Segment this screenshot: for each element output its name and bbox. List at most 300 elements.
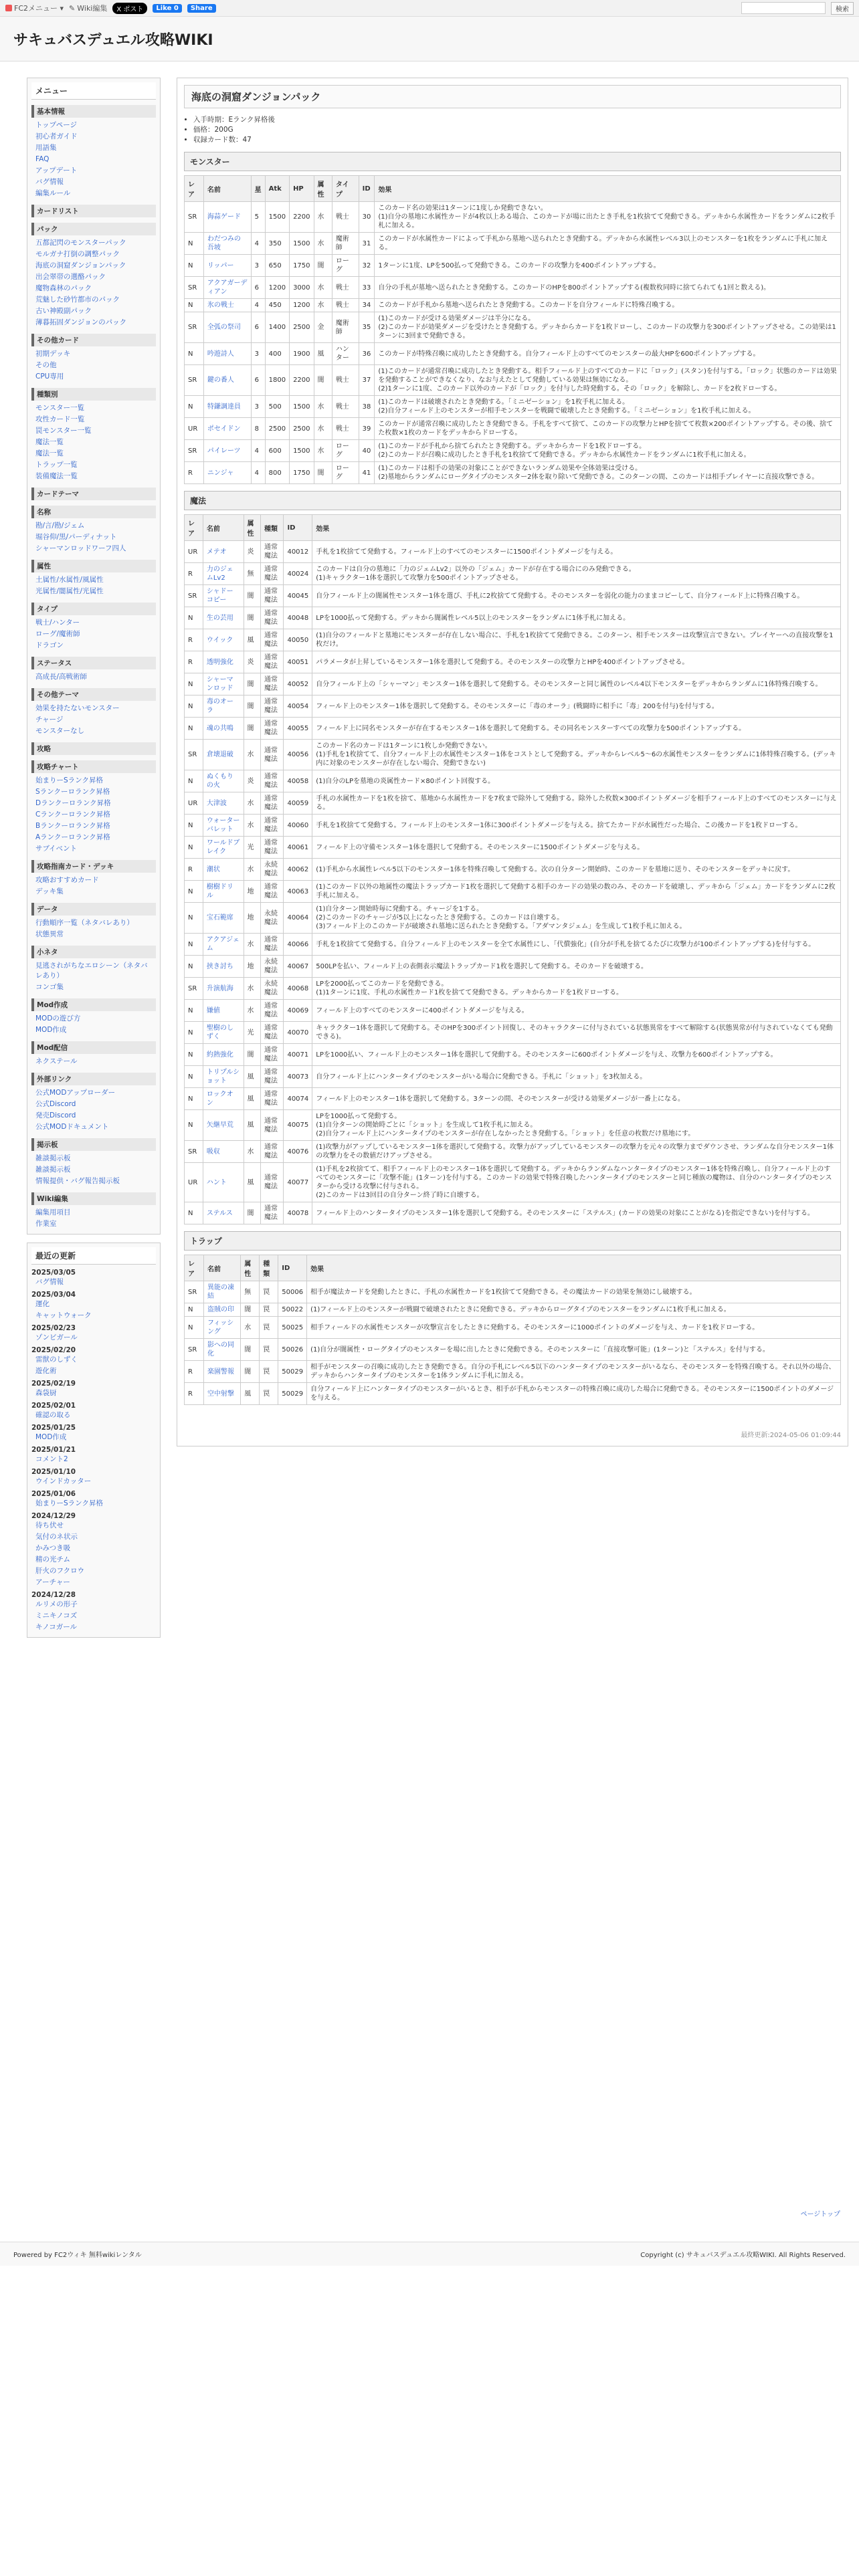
card-name-cell [203, 312, 251, 343]
effect-cell: LPを1000払って発動する。 (1)自分ターンの開始時ごとに「ショット」を生成して1枚手札に加える。 (2)自分フィールド上にハンタータイプのモンスターが存在しなかったとき発動する。「ショット」を任意の枚数だけ墓地にす。 [312, 1110, 841, 1141]
table-cell: 闇 [244, 607, 260, 629]
table-cell: 水 [314, 418, 332, 440]
recent-link[interactable]: バグ情報 [35, 1278, 64, 1286]
card-name-link[interactable]: 氷の戦士 [207, 302, 234, 309]
table-cell: 通常魔法 [261, 792, 284, 815]
sidebar-link[interactable]: 光属性/闇属性/光属性 [35, 587, 104, 595]
card-name-link[interactable]: ハント [206, 1178, 227, 1186]
sidebar-link[interactable]: モンスター一覧 [35, 404, 85, 412]
sidebar-link[interactable]: Dランクーロランク昇格 [35, 799, 111, 807]
sidebar-link[interactable]: 薄暮拓固ダンジョンのパック [35, 318, 127, 326]
recent-link[interactable]: 遊化術 [35, 1367, 57, 1375]
sidebar-link[interactable]: Bランクーロランク昇格 [35, 822, 110, 830]
sidebar-link[interactable]: 始まりーSランク昇格 [35, 776, 103, 784]
magic-row [185, 792, 841, 815]
card-name-link[interactable]: 吟遊詩人 [207, 350, 234, 358]
table-cell: 闇 [314, 255, 332, 277]
table-cell: UR [185, 1163, 203, 1202]
sidebar-link[interactable]: 勘/言/勘/ジェム [35, 522, 85, 530]
effect-cell: このカードが水属性カードによって手札から墓地へ送られたとき発動する。デッキから水属性レベル3以上のモンスターを1枚をランダムに手札に加える。 [375, 233, 841, 255]
sidebar-link[interactable]: 用語集 [35, 144, 57, 152]
recent-link[interactable]: かみつき吸 [35, 1544, 71, 1552]
sidebar-link[interactable]: CPU専用 [35, 372, 64, 381]
recent-link[interactable]: 精の光チム [35, 1555, 70, 1564]
table-header: レア [185, 515, 203, 541]
recent-link[interactable]: MOD作成 [35, 1433, 67, 1441]
sidebar-link[interactable]: 攻性カード一覧 [35, 415, 85, 423]
card-name-link[interactable]: パイレーツ [207, 447, 241, 455]
sidebar-link[interactable]: ローグ/魔術師 [35, 630, 80, 638]
table-header: Atk [265, 176, 289, 202]
card-name-cell [203, 1044, 244, 1066]
card-name-link[interactable]: 矢継早荒 [206, 1121, 233, 1129]
recent-link[interactable]: ミニキノコズ [35, 1612, 78, 1620]
sidebar-section-title: カードリスト [31, 205, 156, 217]
table-cell: 40075 [284, 1110, 312, 1141]
card-name-link[interactable]: 盗賊の印 [207, 1306, 234, 1313]
table-cell: R [185, 651, 203, 673]
sidebar-link[interactable]: 見逃されがちなエロシーン（ネタバレあり） [35, 962, 148, 980]
table-cell: 水 [314, 396, 332, 418]
card-name-link[interactable]: 樹樹ドリル [206, 883, 233, 899]
table-cell: 炎 [244, 541, 260, 563]
site-title[interactable]: サキュバスデュエル攻略WIKI [0, 17, 859, 62]
sidebar-link[interactable]: FAQ [35, 155, 50, 163]
sidebar-section-title: 名称 [31, 506, 156, 518]
sidebar-link[interactable]: Sランクーロランク昇格 [35, 788, 110, 796]
table-cell: 40073 [284, 1066, 312, 1088]
table-cell: 4 [251, 299, 265, 312]
monster-row [185, 299, 841, 312]
table-cell: N [185, 1317, 204, 1339]
magic-row [185, 673, 841, 695]
table-cell: 40067 [284, 956, 312, 978]
sidebar-link[interactable]: 状態異常 [35, 930, 64, 938]
card-name-link[interactable]: 挟き討ち [206, 962, 233, 970]
sidebar-section-title: タイプ [31, 603, 156, 615]
table-cell: 風 [244, 1110, 260, 1141]
effect-cell: 相手がモンスターの召喚に成功したとき発動できる。自分の手札にレベル5以下のハンタータイプのモンスターがいるなら、そのモンスターを特殊召喚する。それ以外の場合、デッキからハンタータイプのモンスターを1体ランダムに手札に加える。 [307, 1361, 841, 1383]
table-cell: 50026 [278, 1339, 307, 1361]
table-cell: R [185, 563, 203, 585]
recent-link[interactable]: 雷獣のしずく [35, 1356, 78, 1364]
sidebar-link[interactable]: Cランクーロランク昇格 [35, 811, 110, 819]
sidebar-section-title: 属性 [31, 560, 156, 572]
effect-cell: (1)自分のフィールドと墓地にモンスターが存在しない場合に、手札を1枚捨てて発動できる。このターン、相手モンスターは攻撃宣言できない。プレイヤーへの直接攻撃を1枚だけ。 [312, 629, 841, 651]
sidebar-link[interactable]: 公式Discord [35, 1100, 76, 1108]
sidebar-link[interactable]: 編集用項目 [35, 1208, 71, 1216]
table-cell: 水 [314, 233, 332, 255]
effect-cell: フィールド上に同名モンスターが存在するモンスター1体を選択して発動する。その同名モンスターすべての攻撃力を500ポイントアップする。 [312, 718, 841, 740]
card-name-link[interactable]: わだつみの吾坡 [207, 235, 241, 251]
table-cell: 罠 [260, 1317, 278, 1339]
search-input[interactable] [741, 2, 826, 14]
table-cell: 闇 [314, 462, 332, 484]
sidebar-link[interactable]: モンスターなし [35, 727, 85, 735]
recent-date: 2024/12/29 [31, 1512, 76, 1520]
card-name-link[interactable]: 異能の凍結 [207, 1284, 234, 1300]
sidebar-link[interactable]: 出会翠帯の選酪パック [35, 273, 106, 281]
table-cell: SR [185, 440, 204, 462]
sidebar-link[interactable]: 公式MODアップローダー [35, 1089, 116, 1097]
sidebar-link[interactable]: デッキ集 [35, 887, 64, 895]
magic-row [185, 629, 841, 651]
sidebar-link[interactable]: その他 [35, 361, 57, 369]
table-cell: 33 [359, 277, 375, 299]
card-name-link[interactable]: 生の芸用 [206, 614, 233, 622]
table-cell: 通常魔法 [261, 1066, 284, 1088]
card-name-link[interactable]: アクアガーディアン [207, 280, 248, 296]
table-cell: 水 [314, 440, 332, 462]
effect-cell: このカードは自分の墓地に「力のジェムLv2」以外の「ジェム」カードが存在する場合にのみ発動できる。 (1)キャラクター1体を選択して攻撃力を500ポイントアップさせる。 [312, 563, 841, 585]
table-cell: 40012 [284, 541, 312, 563]
sidebar-link[interactable]: 五都記閃のモンスターパック [35, 239, 126, 247]
sidebar-link[interactable]: 効果を持たないモンスター [35, 704, 120, 712]
table-cell: N [185, 1202, 203, 1224]
table-cell: 通常魔法 [261, 1022, 284, 1044]
table-cell: 無 [244, 563, 260, 585]
table-cell: 1500 [290, 396, 314, 418]
recent-link[interactable]: 気付のネ状示 [35, 1533, 78, 1541]
sidebar-section-title: ステータス [31, 657, 156, 669]
monster-heading: モンスター [184, 152, 841, 171]
sidebar-link[interactable]: 雑談掲示板 [35, 1154, 71, 1162]
sidebar-link[interactable]: 作業室 [35, 1220, 57, 1228]
sidebar-link[interactable]: 雑談掲示板 [35, 1166, 71, 1174]
sidebar-link[interactable]: 初期デッキ [35, 350, 71, 358]
table-cell: 戦士 [332, 299, 359, 312]
table-cell: SR [185, 585, 203, 607]
magic-row [185, 1163, 841, 1202]
card-name-link[interactable]: 全弧の祭司 [207, 324, 241, 331]
card-name-link[interactable]: フィッシング [207, 1319, 234, 1335]
table-cell: 34 [359, 299, 375, 312]
table-cell: 永続魔法 [261, 956, 284, 978]
table-cell: 風 [314, 343, 332, 365]
card-name-link[interactable]: ウイック [206, 636, 233, 644]
table-cell: 闇 [241, 1303, 260, 1317]
table-cell: 罠 [260, 1339, 278, 1361]
card-name-link[interactable]: 升演航海 [206, 984, 233, 992]
effect-cell: 相手が魔法カードを発動したときに、手札の水属性カードを1枚捨てて発動できる。その魔法カードの効果を無効にし破壊する。 [307, 1281, 841, 1303]
sidebar-section-title: 攻略指南カード・デッキ [31, 860, 156, 873]
sidebar-section-title: その他テーマ [31, 688, 156, 701]
table-cell: 40050 [284, 629, 312, 651]
sidebar-link[interactable]: 初心者ガイド [35, 132, 78, 140]
card-name-link[interactable]: 宝石範席 [206, 914, 233, 922]
fc2-menu[interactable]: FC2メニュー ▾ [5, 3, 64, 13]
monster-row [185, 462, 841, 484]
card-name-link[interactable]: ぬくもりの火 [206, 773, 233, 789]
card-name-cell [204, 1303, 241, 1317]
table-header: レア [185, 1255, 204, 1281]
card-name-cell [203, 462, 251, 484]
card-name-cell [203, 651, 244, 673]
table-cell: 水 [244, 792, 260, 815]
table-cell: 1200 [265, 277, 289, 299]
card-name-cell [203, 1202, 244, 1224]
sidebar-link[interactable]: 堀谷仰/黒/パーディナット [35, 533, 117, 541]
sidebar-section-title: データ [31, 903, 156, 916]
sidebar-link[interactable]: シャーマンロッドワーフ四人 [35, 544, 126, 552]
monster-row [185, 277, 841, 299]
card-name-link[interactable]: 毒のオーラ [206, 698, 233, 714]
card-name-link[interactable]: 力のジェムLv2 [206, 566, 233, 582]
effect-cell: 500LPを払い、フィールド上の表側表示魔法トラップカード1枚を選択して発動する。そのカードを破壊する。 [312, 956, 841, 978]
recent-link[interactable]: 森袋厨 [35, 1389, 57, 1397]
effect-cell: このカード名のカードは1ターンに1枚しか発動できない。 (1)手札を1枚捨てて、自分フィールド上の水属性モンスター1体をコストとして発動する。デッキからレベル5〜6の水属性モンスターをランダムに1体特殊召喚する。(デッキ内に対象のモンスターが存在しない場合、発動できない) [312, 740, 841, 770]
magic-header-row [185, 515, 841, 541]
effect-cell: このカードが手札から墓地へ送られたとき発動する。このカードを自分フィールドに特殊召喚する。 [375, 299, 841, 312]
table-cell: 水 [314, 202, 332, 233]
magic-row [185, 1066, 841, 1088]
card-name-link[interactable]: 鍵の番人 [207, 377, 234, 384]
recent-link[interactable]: ルリメの形子 [35, 1600, 78, 1608]
card-name-link[interactable]: 海蒜ゲード [207, 213, 241, 221]
card-name-link[interactable]: メテオ [206, 548, 227, 556]
table-cell: 水 [244, 740, 260, 770]
card-name-cell [203, 1141, 244, 1163]
sidebar-link[interactable]: 古い神殿副パック [35, 307, 92, 315]
card-name-link[interactable]: 潮状 [206, 865, 220, 873]
magic-row [185, 1044, 841, 1066]
table-cell: 水 [244, 978, 260, 1000]
card-name-link[interactable]: アクアジェム [206, 936, 240, 952]
effect-cell: LPを1000払い、フィールド上のモンスター1体を選択して発動する。そのモンスターに600ポイントダメージを与え、攻撃力を600ポイントアップする。 [312, 1044, 841, 1066]
table-cell: 風 [244, 1066, 260, 1088]
recent-date: 2025/01/21 [31, 1446, 76, 1454]
card-name-cell [203, 396, 251, 418]
recent-date: 2024/12/28 [31, 1591, 76, 1599]
card-name-link[interactable]: シャーマンロッド [206, 676, 233, 692]
card-name-link[interactable]: 嫌値 [206, 1006, 220, 1014]
table-cell: 通常魔法 [261, 629, 284, 651]
card-name-link[interactable]: 倉壊退破 [206, 751, 233, 758]
monster-row [185, 396, 841, 418]
card-name-cell [203, 740, 244, 770]
sidebar-link[interactable]: サブイベント [35, 845, 78, 853]
sidebar-link[interactable]: 装備魔法一覧 [35, 472, 78, 480]
card-name-link[interactable]: ウォーターバレット [206, 817, 240, 833]
card-name-link[interactable]: 透明強化 [206, 658, 233, 666]
table-cell: SR [185, 202, 204, 233]
footer-powered[interactable]: Powered by FC2ウィキ 無料wikiレンタル [13, 2252, 142, 2259]
table-cell: 風 [241, 1383, 260, 1405]
sidebar-link[interactable]: コンゴ集 [35, 983, 64, 991]
effect-cell: (1)このカードは破壊されたとき発動する。「ミニゼーション」を1枚手札に加える。 (2)自分フィールド上のモンスターが相手モンスターを戦闘で破壊したとき発動する。「ミニゼーション」を1枚手札に加える。 [375, 396, 841, 418]
card-name-cell [203, 1066, 244, 1088]
search-button[interactable]: 検索 [831, 2, 854, 15]
card-name-link[interactable]: 影への同化 [207, 1341, 234, 1358]
effect-cell: (1)手札から水属性レベル5以下のモンスター1体を特殊召喚して発動する。次の自分ターン開始時、このカードを墓地に送り、そのモンスターをデッキに戻す。 [312, 859, 841, 881]
card-name-cell [203, 934, 244, 956]
recent-link[interactable]: コメント2 [35, 1455, 68, 1463]
table-cell: 8 [251, 418, 265, 440]
table-cell: 5 [251, 202, 265, 233]
table-cell: 40062 [284, 859, 312, 881]
table-cell: 30 [359, 202, 375, 233]
sidebar-link[interactable]: 魔物森林のパック [35, 284, 92, 292]
table-cell: 2500 [290, 312, 314, 343]
monster-row [185, 202, 841, 233]
recent-link[interactable]: 肝火のフクロウ [35, 1567, 85, 1575]
table-cell: 1400 [265, 312, 289, 343]
sidebar-link[interactable]: 海底の洞窟ダンジョンパック [35, 261, 126, 270]
effect-cell: フィールド上の守備モンスター1体を選択して発動する。そのモンスターに1500ポイントダメージを与える。 [312, 837, 841, 859]
recent-link[interactable]: ウインドカッター [35, 1477, 92, 1485]
sidebar-link[interactable]: トラップ一覧 [35, 461, 78, 469]
fb-share-button[interactable]: Share [187, 4, 216, 13]
card-name-link[interactable]: 聖樹のしずく [206, 1025, 233, 1041]
trap-body [185, 1281, 841, 1405]
table-cell: 800 [265, 462, 289, 484]
table-cell: 40048 [284, 607, 312, 629]
card-name-link[interactable]: 特鎌調達員 [207, 403, 241, 411]
table-cell: 風 [244, 629, 260, 651]
table-cell: N [185, 956, 203, 978]
card-name-link[interactable]: トリプルショット [206, 1069, 240, 1085]
sidebar-link[interactable]: トップページ [35, 121, 78, 129]
table-cell: 40066 [284, 934, 312, 956]
table-cell: 40076 [284, 1141, 312, 1163]
table-cell: 炎 [244, 770, 260, 792]
magic-row [185, 903, 841, 934]
sidebar-section-title: カードテーマ [31, 488, 156, 500]
table-cell: 罠 [260, 1281, 278, 1303]
card-name-link[interactable]: ステルス [206, 1209, 233, 1217]
card-name-link[interactable]: ワールドブレイク [206, 839, 240, 855]
table-cell: 1500 [290, 233, 314, 255]
card-name-link[interactable]: 大津波 [206, 799, 227, 807]
table-cell: 通常魔法 [261, 770, 284, 792]
sidebar-link[interactable]: 発売Discord [35, 1111, 76, 1119]
sidebar-link[interactable]: アップデート [35, 167, 78, 175]
table-cell: SR [185, 365, 204, 396]
table-cell: 31 [359, 233, 375, 255]
table-cell: 水 [314, 299, 332, 312]
recent-link[interactable]: キノコガール [35, 1623, 78, 1631]
table-cell: 風 [244, 1088, 260, 1110]
sidebar-link[interactable]: モルガナ打倒の調整パック [35, 250, 120, 258]
sidebar-link[interactable]: 罠モンスター一覧 [35, 427, 92, 435]
sidebar-link[interactable]: ネクステール [35, 1057, 78, 1065]
card-name-cell [204, 1317, 241, 1339]
table-cell: N [185, 1044, 203, 1066]
card-name-link[interactable]: ロックオン [206, 1091, 233, 1107]
table-cell: 40059 [284, 792, 312, 815]
card-name-link[interactable]: ポセイドン [207, 425, 241, 433]
recent-link[interactable]: 運化 [35, 1300, 50, 1308]
table-cell: N [185, 607, 203, 629]
magic-row [185, 1022, 841, 1044]
monster-row [185, 418, 841, 440]
table-cell: 2200 [290, 202, 314, 233]
table-cell: 400 [265, 343, 289, 365]
effect-cell: (1)このカードは相手の効果の対象にことができないランダム効果や全体効果は受ける。 (2)墓地からランダムにローグタイプのモンスター2体を取り除いて発動できる。このターンの間、このカードは相手プレイヤーに直接攻撃できる。 [375, 462, 841, 484]
table-cell: 40024 [284, 563, 312, 585]
card-name-link[interactable]: 吸収 [206, 1148, 220, 1156]
sidebar-section-title: 攻略チャート [31, 760, 156, 773]
table-cell: 地 [244, 881, 260, 903]
wiki-edit-link[interactable]: ✎ Wiki編集 [69, 3, 108, 13]
card-name-link[interactable]: ニンジャ [207, 469, 234, 477]
table-cell: 40052 [284, 673, 312, 695]
recent-link[interactable]: 確認の取る [35, 1411, 71, 1419]
card-name-link[interactable]: 楽園警報 [207, 1368, 234, 1376]
sidebar-link[interactable]: 土属性/水属性/風属性 [35, 576, 104, 584]
table-cell: 40068 [284, 978, 312, 1000]
table-cell: 40069 [284, 1000, 312, 1022]
pagetop-link[interactable]: ページトップ [800, 2211, 840, 2218]
sidebar-link[interactable]: 魔法一覧 [35, 438, 64, 446]
sidebar-link[interactable]: MODの遊び方 [35, 1014, 81, 1023]
recent-date: 2025/01/10 [31, 1468, 76, 1476]
table-cell: SR [185, 1281, 204, 1303]
table-cell: 通常魔法 [261, 1141, 284, 1163]
table-header: 種類 [261, 515, 284, 541]
info-list [193, 115, 841, 145]
sidebar-link[interactable]: 行動順序一覧（ネタバレあり） [35, 919, 134, 927]
magic-row [185, 651, 841, 673]
sidebar-link[interactable]: ドラゴン [35, 641, 64, 649]
table-cell: 通常魔法 [261, 541, 284, 563]
table-cell: 罠 [260, 1383, 278, 1405]
card-name-link[interactable]: 約熱強化 [206, 1051, 233, 1059]
card-name-cell [203, 1022, 244, 1044]
recent-link[interactable]: 始まりーSランク昇格 [35, 1499, 103, 1507]
table-cell: 戦士 [332, 202, 359, 233]
sidebar-link[interactable]: チャージ [35, 716, 64, 724]
recent-link[interactable]: 待ち伏せ [35, 1521, 64, 1529]
sidebar-link[interactable]: 戦士/ハンター [35, 619, 80, 627]
edit-icon: ✎ [69, 3, 76, 13]
recent-link[interactable]: キャットウォーク [35, 1311, 92, 1319]
card-name-link[interactable]: 魂の共鳴 [206, 724, 233, 732]
table-cell: 32 [359, 255, 375, 277]
table-cell: 450 [265, 299, 289, 312]
table-cell: 40056 [284, 740, 312, 770]
table-cell: 4 [251, 440, 265, 462]
sidebar-link[interactable]: 高成長/高戦術師 [35, 673, 88, 681]
sidebar-link[interactable]: Aランクーロランク昇格 [35, 833, 110, 841]
card-name-cell [203, 541, 244, 563]
fb-like-button[interactable]: Like 0 [153, 4, 181, 13]
sidebar-link[interactable]: バグ情報 [35, 178, 64, 186]
sidebar-link[interactable]: 荒魅した砂竹都市のパック [35, 296, 120, 304]
recent-title: 最近の更新 [31, 1247, 156, 1265]
table-cell: 通常魔法 [261, 1088, 284, 1110]
sidebar-link[interactable]: 公式MODドキュメント [35, 1123, 109, 1131]
table-cell: 通常魔法 [261, 837, 284, 859]
card-name-link[interactable]: リッパー [207, 261, 234, 270]
sidebar-link[interactable]: 攻略おすすめカード [35, 876, 99, 884]
table-cell: 50022 [278, 1303, 307, 1317]
table-cell: 闇 [241, 1361, 260, 1383]
monster-row [185, 343, 841, 365]
x-post-button[interactable]: X ポスト [112, 3, 147, 14]
sidebar-link[interactable]: MOD作成 [35, 1026, 67, 1034]
recent-link[interactable]: ゾンビガール [35, 1333, 78, 1341]
effect-cell: (1)自分が闇属性・ローグタイプのモンスターを場に出したときに発動できる。そのモンスターに「直接攻撃可能」(1ターン)と「ステルス」を付与する。 [307, 1339, 841, 1361]
sidebar-link[interactable]: 編集ルール [35, 189, 71, 197]
table-cell: R [185, 1361, 204, 1383]
sidebar-link[interactable]: 情報提供・バグ報告掲示板 [35, 1177, 120, 1185]
card-name-link[interactable]: シャドーコピー [206, 588, 233, 604]
sidebar-link[interactable]: 魔法一覧 [35, 449, 64, 457]
recent-link[interactable]: アーチャー [35, 1578, 70, 1586]
magic-row [185, 837, 841, 859]
card-name-link[interactable]: 空中射撃 [207, 1390, 234, 1398]
